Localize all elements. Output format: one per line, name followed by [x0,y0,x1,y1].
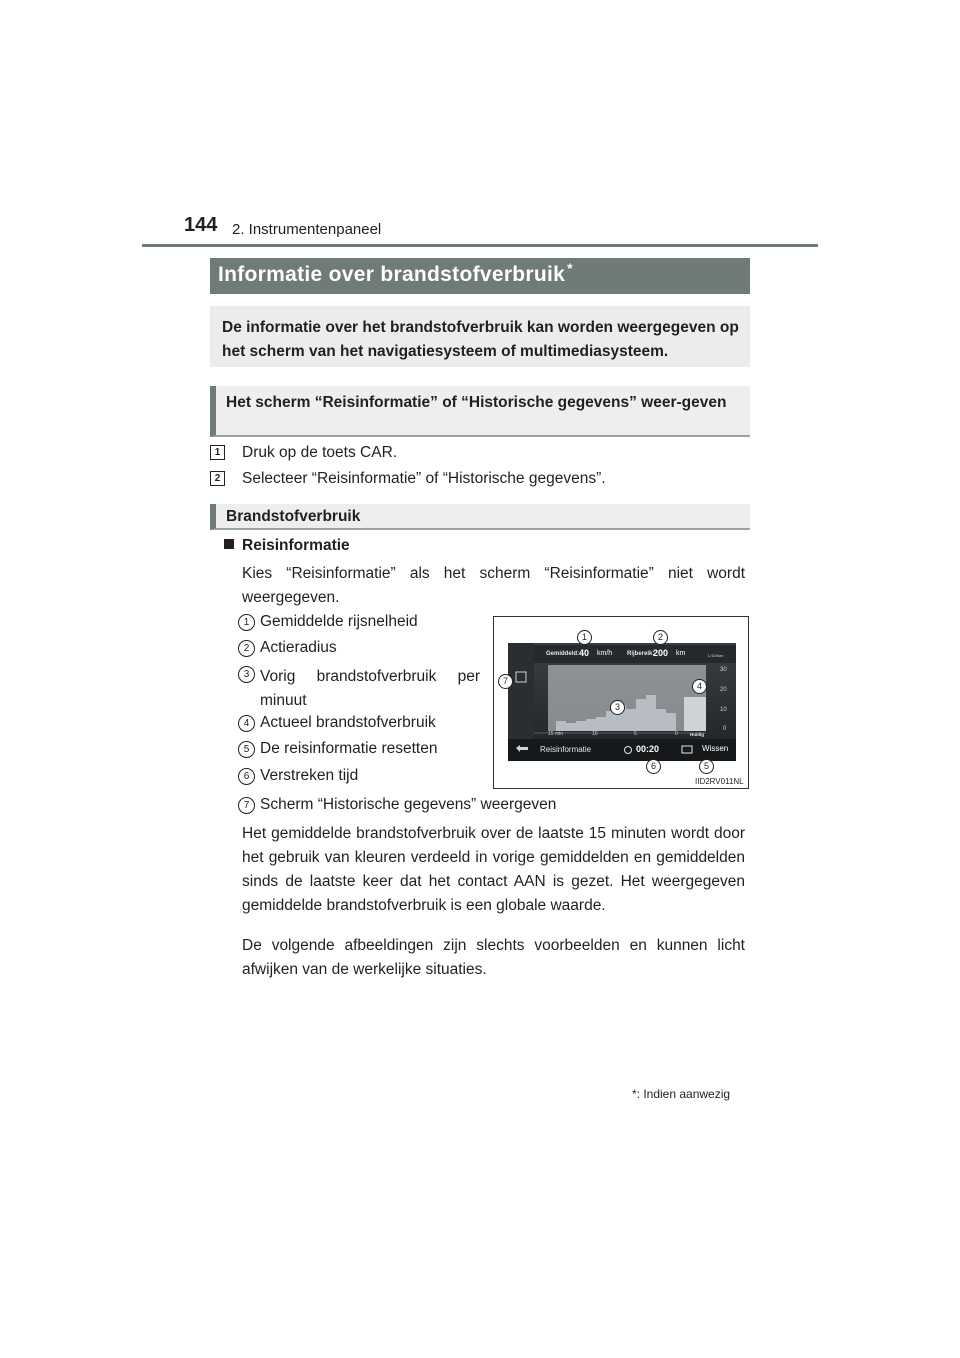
legend-text-1: Gemiddelde rijsnelheid [260,613,418,630]
subheading-trip-info-text: Reisinformatie [242,537,350,554]
x-tick-0: 0 [675,731,678,737]
subheading-trip-info [224,537,350,555]
legend-num-3: 3 [238,666,255,683]
subsection-heading-display [210,386,750,437]
callout-1: 1 [577,630,592,645]
legend-num-4: 4 [238,715,255,732]
range-label: Rijbereik: [627,651,655,657]
step-text-1: Druk op de toets CAR. [242,444,398,461]
header-rule [142,244,818,247]
step-text-2: Selecteer “Reisinformatie” of “Historische gegevens”. [242,470,606,487]
callout-2: 2 [653,630,668,645]
y-tick-20: 20 [720,687,727,693]
y-tick-10: 10 [720,707,727,713]
bullet-square-icon [224,539,234,549]
avg-speed-value: 40 [579,648,590,658]
legend-text-4: Actueel brandstofverbruik [260,714,436,731]
title-asterisk: * [567,260,573,276]
paragraph-color-explanation: Het gemiddelde brandstofverbruik over de laatste 15 minuten wordt door het gebruik van kleuren verdeeld in vorige gemiddelden en gemiddelden sinds de laatste keer dat het contact AAN is gezet. Het weergegeven gemiddelde brandstofverbruik is een globale waarde. [242,825,745,914]
subsection-heading-display-text: Het scherm “Reisinformatie” of “Historische gegevens” weer-geven [226,394,727,411]
legend-num-2: 2 [238,640,255,657]
figure-code: IID2RV011NL [695,777,744,786]
footnote: *: Indien aanwezig [632,1087,731,1101]
legend-num-5: 5 [238,741,255,758]
y-tick-30: 30 [720,667,727,673]
subsection-heading-fuel [210,504,750,530]
intro-text: De informatie over het brandstofverbruik kan worden weergegeven op het scherm van het navigatiesysteem of multimediasysteem. [222,319,739,360]
intro-box [210,306,750,367]
avg-speed-label: Gemiddeld: [546,651,580,657]
range-unit: km [676,650,686,657]
current-bar [684,697,706,731]
footer-title: Reisinformatie [540,745,592,754]
callout-6: 6 [646,759,661,774]
legend-num-1: 1 [238,614,255,631]
y-unit-label: L/100km [708,653,724,658]
current-label: Huidig [690,732,704,737]
elapsed-time: 00:20 [636,744,660,754]
trip-info-screen-figure [493,616,749,789]
page-number: 144 [184,214,218,236]
legend-num-6: 6 [238,768,255,785]
x-tick-5: 5 [634,731,637,737]
legend-text-3: Vorig brandstofverbruik per minuut [260,668,480,709]
y-tick-0: 0 [723,726,727,732]
side-panel [508,643,534,739]
legend-text-6: Verstreken tijd [260,767,359,784]
x-tick-10: 10 [592,731,598,737]
legend-text-5: De reisinformatie resetten [260,740,438,757]
callout-4: 4 [692,679,707,694]
range-value: 200 [653,648,669,658]
chapter-title: 2. Instrumentenpaneel [232,221,382,238]
reset-label: Wissen [702,744,729,753]
callout-7: 7 [498,674,513,689]
step-number-1: 1 [210,445,225,460]
step-number-2: 2 [210,471,225,486]
legend-text-2: Actieradius [260,639,337,656]
legend-text-7: Scherm “Historische gegevens” weergeven [260,796,557,813]
legend-num-7: 7 [238,797,255,814]
x-tick-15: 15 min [548,731,564,737]
section-title-bar [210,258,750,294]
avg-speed-unit: km/h [597,650,613,657]
subsection-heading-fuel-text: Brandstofverbruik [226,508,361,525]
paragraph-disclaimer: De volgende afbeeldingen zijn slechts voorbeelden en kunnen licht afwijken van de werkelijke situaties. [242,937,745,978]
section-title [218,260,573,287]
callout-3: 3 [610,700,625,715]
paragraph-select-trip-info: Kies “Reisinformatie” als het scherm “Reisinformatie” niet wordt weergegeven. [242,565,745,606]
section-title-text: Informatie over brandstofverbruik [218,263,566,286]
callout-5: 5 [699,759,714,774]
